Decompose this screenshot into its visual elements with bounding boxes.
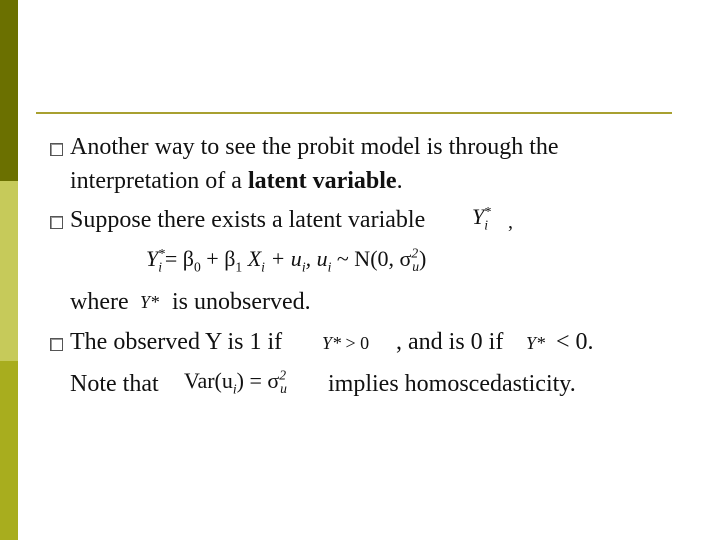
latent-equation: $Y_i^*= \beta_0 + \beta_1$ $X_i + u_i$, $u_i$ ~ N(0, $\sigma^2_u$) <box>146 245 427 275</box>
bullet-square-icon <box>50 143 63 156</box>
condition-positive: Y* > 0 <box>322 333 370 353</box>
condition-negative-ystar: Y* <box>526 333 546 353</box>
sidebar-accent-middle <box>0 181 18 361</box>
latent-variable-term: latent variable <box>247 168 397 194</box>
where-word: where <box>70 289 129 315</box>
homoscedasticity-text: implies homoscedasticity. <box>328 371 576 397</box>
bullet-1-line-2-prefix: interpretation of a <box>70 168 248 194</box>
variance-formula: $Var(u_i) = \sigma^2_u$ <box>184 367 287 397</box>
bullet-3-text-pre: The observed Y is 1 if <box>70 329 283 355</box>
unobserved-text: is unobserved. <box>172 289 311 315</box>
bullet-1-line-1: Another way to see the probit model is through the <box>70 134 559 160</box>
bullet-square-icon <box>50 338 63 351</box>
ystar-symbol: Y* <box>140 292 160 312</box>
bullet-square-icon <box>50 216 63 229</box>
note-that-text: Note that <box>70 371 159 397</box>
bullet-3-text-mid: , and is 0 if <box>396 329 504 355</box>
bullet-3-text-end: < 0. <box>556 329 594 355</box>
bullet-1-period: . <box>396 168 403 194</box>
bullet-2-text: Suppose there exists a latent variable <box>70 207 426 233</box>
bullet-1-line-2 <box>70 167 403 195</box>
title-rule <box>36 112 672 114</box>
latent-variable-symbol: $Y_i^*$ <box>472 203 491 233</box>
sidebar-accent-top <box>0 0 18 181</box>
bullet-2-comma: , <box>508 211 513 233</box>
